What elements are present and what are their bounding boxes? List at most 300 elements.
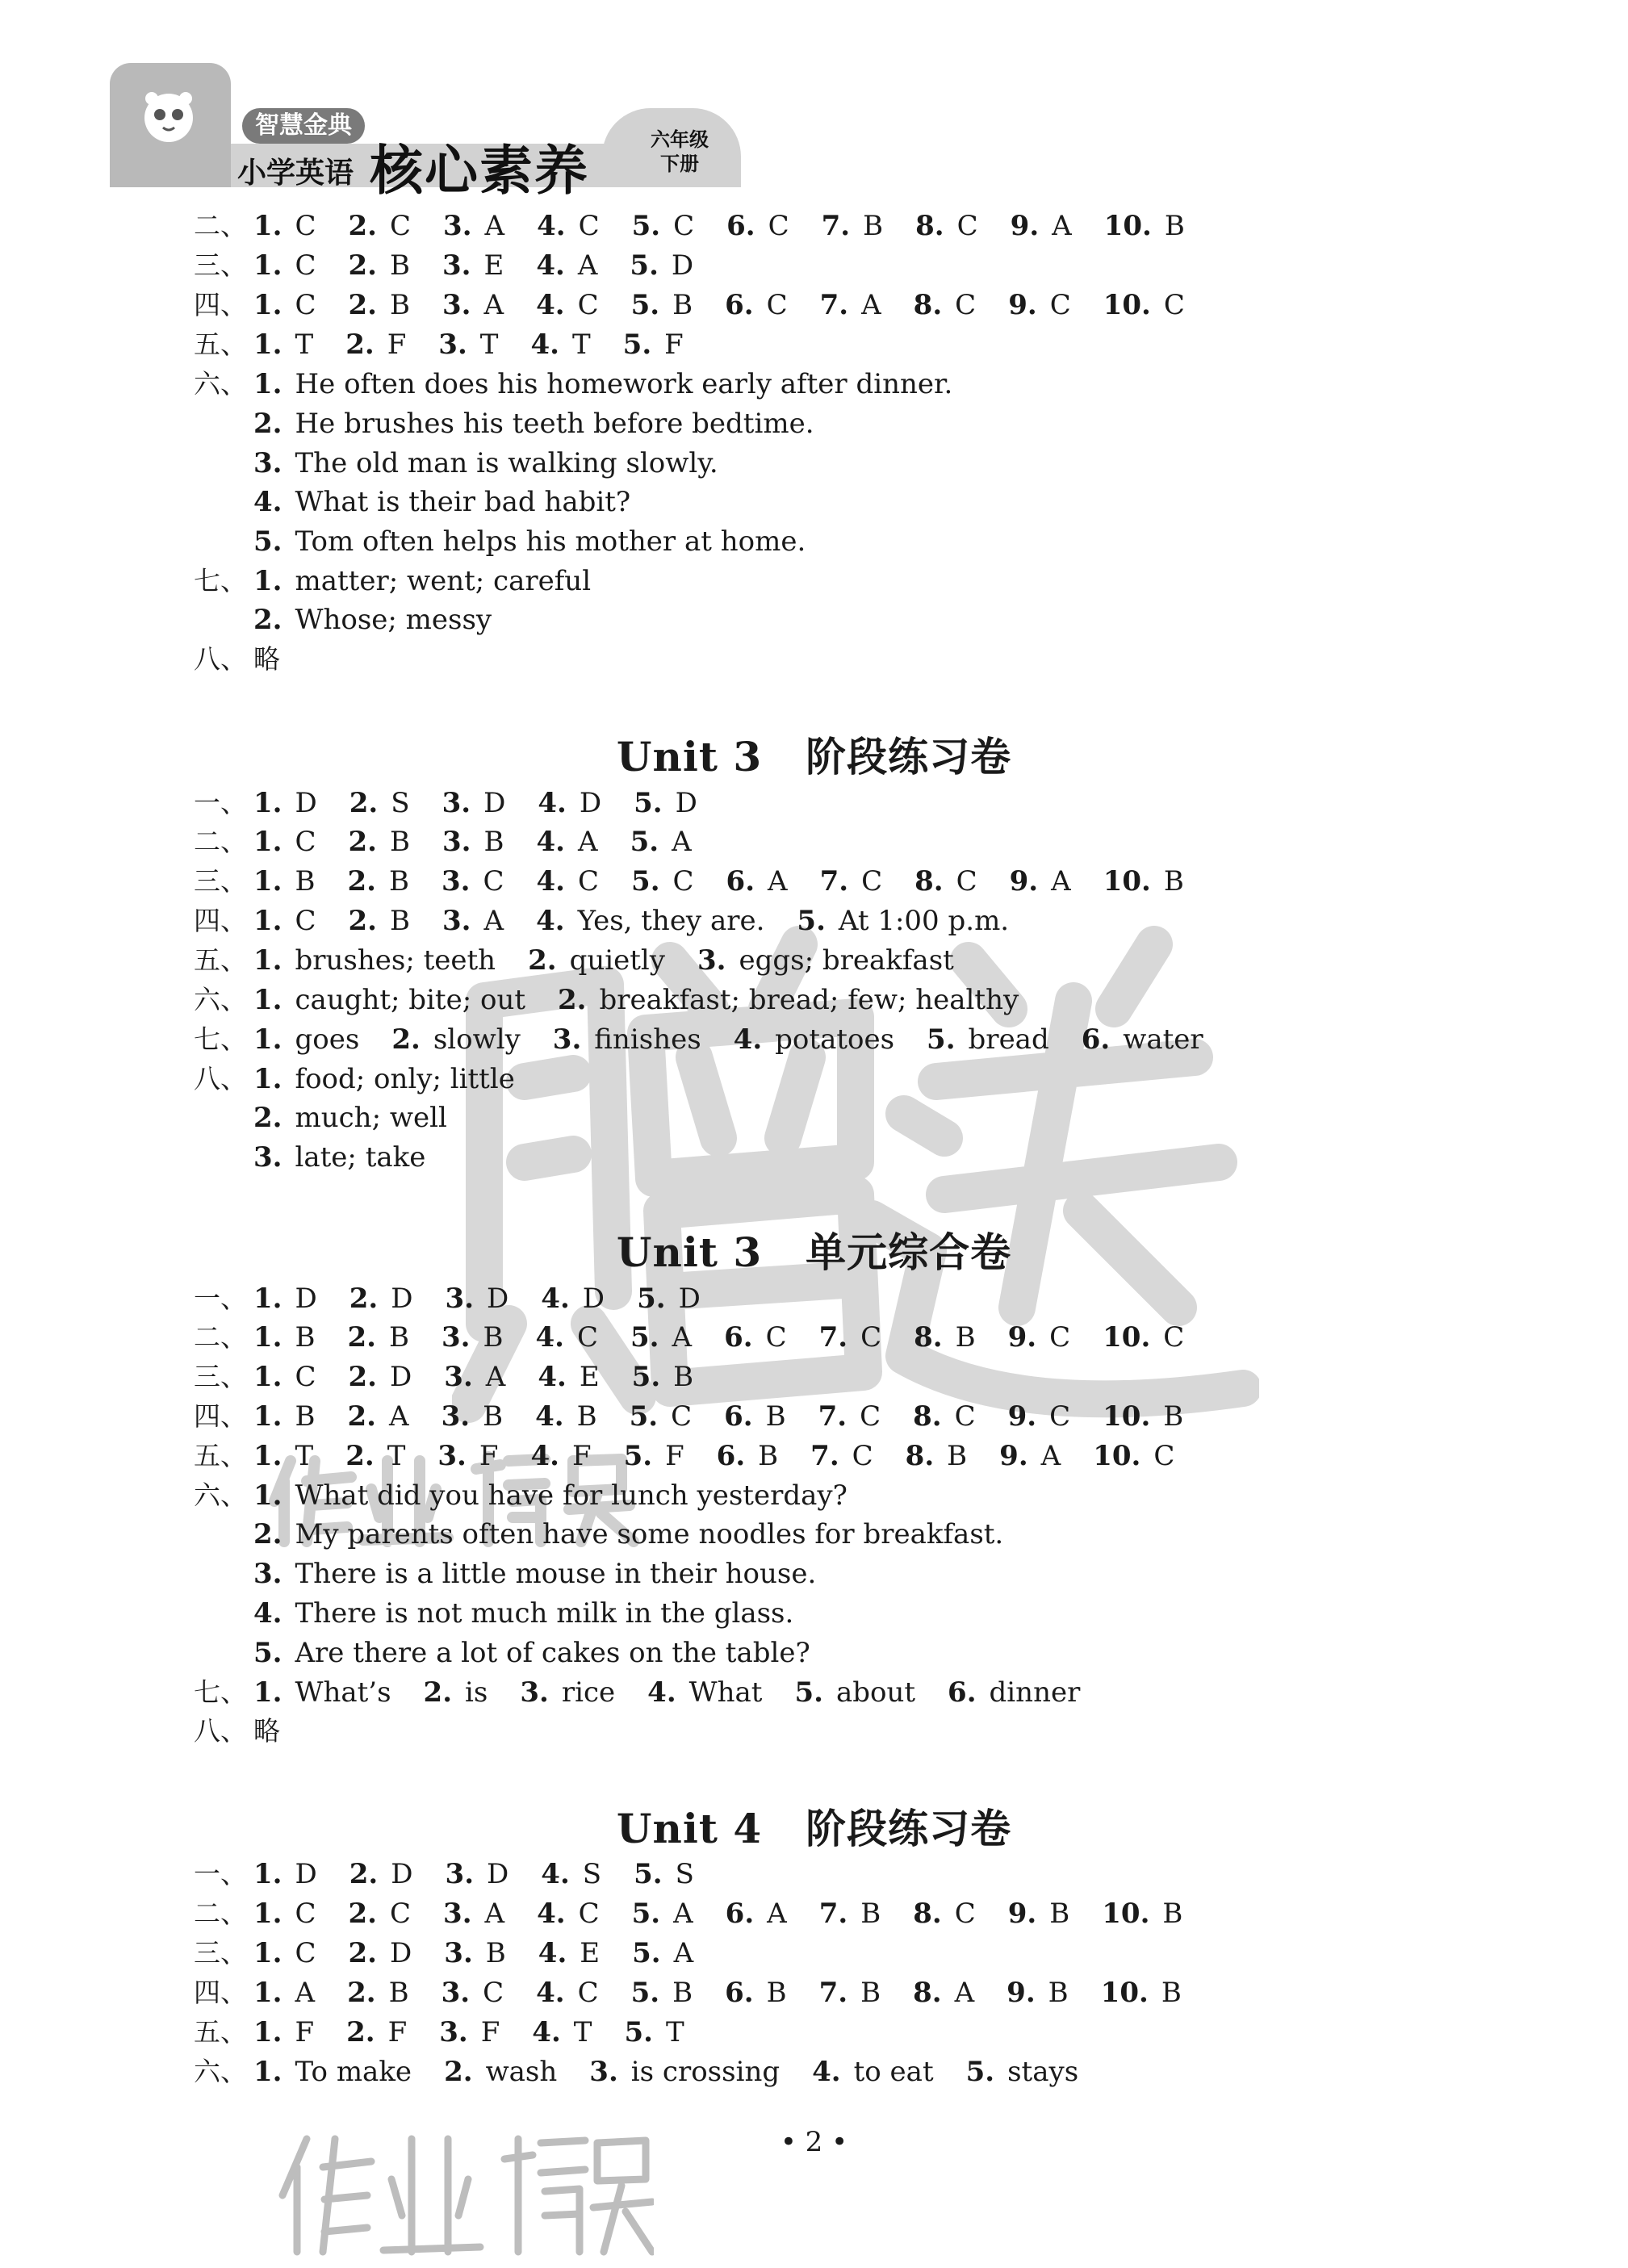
answer-value: B — [295, 865, 316, 898]
answer-item — [914, 286, 977, 324]
answer-body — [253, 2052, 1111, 2091]
answer-item — [253, 1358, 316, 1396]
answer-value: B — [1164, 210, 1185, 242]
section-title — [0, 1797, 1628, 1855]
question-number: 2. — [444, 2056, 473, 2088]
answer-value: What — [688, 1676, 763, 1709]
question-number: 4. — [530, 328, 559, 361]
question-number: 2. — [348, 1898, 378, 1930]
answer-value: C — [861, 865, 883, 898]
answer-value: C — [1049, 289, 1071, 321]
answer-item — [589, 2052, 780, 2091]
answer-value: B — [672, 1977, 693, 2009]
answer-item — [913, 1397, 976, 1436]
question-number: 8. — [914, 1321, 943, 1354]
answer-value: B — [860, 1977, 881, 2009]
question-number: 5. — [630, 1977, 660, 2009]
answer-item — [631, 1973, 693, 2012]
answer-item — [631, 862, 694, 901]
answer-body — [253, 822, 724, 861]
question-number: 8. — [913, 1898, 942, 1930]
question-number: 10. — [1100, 1977, 1149, 2009]
question-number: 4. — [532, 2016, 561, 2048]
answer-item — [915, 207, 978, 245]
question-number: 1. — [253, 1676, 282, 1709]
question-number: 4. — [536, 826, 566, 858]
question-number: 4. — [537, 210, 566, 242]
answer-value: B — [576, 1400, 597, 1433]
answer-item — [624, 2013, 684, 2052]
answer-value: B — [1161, 1977, 1182, 2009]
section-title — [0, 1220, 1628, 1278]
answer-value: F — [295, 2016, 315, 2048]
section-label: 三、 — [194, 865, 247, 897]
answer-value: T — [573, 2016, 592, 2048]
question-number: 9. — [1010, 210, 1040, 242]
answer-body — [253, 1934, 726, 1973]
answer-body — [253, 1476, 847, 1515]
question-number: 5. — [794, 1676, 823, 1709]
answer-value: caught; bite; out — [295, 984, 526, 1016]
answer-item — [1010, 862, 1071, 901]
answer-value: breakfast; bread; few; healthy — [599, 984, 1019, 1016]
question-number: 9. — [1007, 1321, 1037, 1354]
question-number: 1. — [253, 1440, 282, 1472]
answer-value: There is a little mouse in their house. — [295, 1558, 817, 1590]
answer-item — [536, 1318, 599, 1357]
section-label: 一、 — [194, 1858, 247, 1889]
question-number: 8. — [914, 865, 944, 898]
answer-value: B — [1163, 865, 1184, 898]
answer-item — [253, 981, 525, 1019]
answer-item — [797, 902, 1009, 940]
question-number: 5. — [624, 2016, 653, 2048]
answer-item — [348, 1318, 410, 1357]
answer-body — [253, 207, 1217, 245]
answer-value: T — [479, 328, 499, 361]
answer-item — [442, 1397, 504, 1436]
answer-value: D — [295, 787, 317, 819]
answer-value: C — [295, 1898, 316, 1930]
answer-body — [253, 1634, 810, 1672]
answer-item — [820, 286, 881, 324]
answer-item — [349, 1358, 412, 1396]
answer-item — [446, 1279, 509, 1318]
question-number: 5. — [631, 1361, 661, 1393]
question-number: 4. — [537, 1898, 566, 1930]
answer-item — [442, 1318, 504, 1357]
answer-item — [347, 1973, 409, 2012]
answer-item — [443, 207, 504, 245]
term-text: 下册 — [660, 153, 699, 175]
answer-item — [349, 1279, 413, 1318]
section-label: 三、 — [194, 1937, 247, 1969]
answer-value: A — [484, 1898, 505, 1930]
answer-value: C — [295, 210, 316, 242]
answer-value: A — [578, 826, 598, 858]
question-number: 10. — [1103, 289, 1151, 321]
answer-value: F — [387, 2016, 408, 2048]
answer-value: quietly — [569, 944, 665, 977]
question-number: 1. — [253, 865, 282, 898]
answer-item — [528, 941, 665, 980]
section-label: 二、 — [194, 1898, 247, 1929]
answer-item — [253, 207, 316, 245]
answer-item — [253, 1673, 391, 1712]
question-number: 2. — [348, 289, 378, 321]
answer-body — [253, 1515, 1003, 1554]
answer-value: What’s — [295, 1676, 391, 1709]
answer-value: C — [295, 826, 316, 858]
answer-body — [253, 1855, 726, 1893]
answer-value: He often does his homework early after dinner. — [295, 368, 953, 400]
question-number: 3. — [589, 2056, 618, 2088]
question-number: 4. — [536, 289, 565, 321]
answer-item — [253, 1437, 313, 1475]
question-number: 5. — [630, 1321, 659, 1354]
answer-item — [349, 1894, 412, 1933]
header-logo — [110, 63, 741, 202]
answer-item — [1102, 1894, 1182, 1933]
section-label: 一、 — [194, 1283, 247, 1314]
answer-body — [253, 2013, 717, 2052]
answer-body — [253, 444, 718, 483]
question-number: 2. — [349, 1283, 379, 1315]
question-number: 4. — [536, 249, 565, 282]
question-number: 1. — [253, 1898, 282, 1930]
answer-item — [818, 1397, 881, 1436]
answer-item — [349, 822, 411, 861]
answer-value: F — [664, 328, 684, 361]
section-label: 三、 — [194, 1361, 247, 1392]
section-label: 八、 — [194, 1063, 247, 1094]
question-number: 1. — [253, 1023, 282, 1056]
question-number: 2. — [346, 2016, 375, 2048]
question-number: 10. — [1093, 1440, 1141, 1472]
answer-value: C — [955, 289, 977, 321]
answer-value: A — [673, 1937, 694, 1969]
question-number: 4. — [733, 1023, 763, 1056]
answer-item — [541, 1855, 601, 1893]
answer-item — [634, 784, 697, 822]
section-label: 八、 — [194, 643, 247, 675]
answer-item — [632, 1894, 693, 1933]
answer-value: B — [390, 249, 411, 282]
answer-item — [553, 1020, 701, 1059]
answer-value: E — [580, 1937, 601, 1969]
question-number: 1. — [253, 1063, 282, 1095]
answer-value: D — [579, 787, 602, 819]
answer-value: A — [1051, 865, 1071, 898]
answer-value: B — [1048, 1977, 1069, 2009]
answer-value: B — [766, 1977, 787, 2009]
question-number: 5. — [637, 1283, 666, 1315]
answer-value: 略 — [253, 643, 280, 675]
answer-item — [822, 207, 884, 245]
question-number: 3. — [442, 787, 471, 819]
answer-item — [819, 1894, 881, 1933]
answer-value: C — [295, 1361, 316, 1393]
answer-value: B — [672, 289, 693, 321]
answer-value: B — [295, 1321, 316, 1354]
section-label: 四、 — [194, 1977, 247, 2008]
section-label: 五、 — [194, 1440, 247, 1471]
question-number: 2. — [347, 865, 376, 898]
section-label: 四、 — [194, 905, 247, 936]
answer-item — [726, 1894, 787, 1933]
answer-item — [1008, 1894, 1070, 1933]
section-label: 五、 — [194, 2016, 247, 2048]
answer-item — [446, 1855, 509, 1893]
question-number: 7. — [819, 865, 849, 898]
question-number: 9. — [999, 1440, 1028, 1472]
question-number: 5. — [634, 1858, 663, 1890]
section-label: 五、 — [194, 328, 247, 360]
question-number: 4. — [536, 1977, 565, 2009]
section-title — [0, 725, 1628, 783]
answer-item — [253, 1318, 316, 1357]
question-number: 2. — [347, 1321, 376, 1354]
answer-value: much; well — [295, 1102, 447, 1134]
subject-label: 小学英语 — [237, 157, 354, 190]
answer-item — [349, 246, 411, 285]
answer-value: T — [571, 328, 591, 361]
question-number: 2. — [347, 1400, 376, 1433]
question-number: 7. — [810, 1440, 839, 1472]
question-number: 2. — [253, 1518, 282, 1550]
question-number: 6. — [726, 865, 755, 898]
question-number: 1. — [253, 289, 282, 321]
answer-item — [442, 1973, 504, 2012]
answer-item — [541, 1279, 605, 1318]
question-number: 3. — [442, 826, 471, 858]
question-number: 4. — [535, 1321, 564, 1354]
answer-body — [253, 862, 1216, 901]
mascot-face-icon — [140, 87, 197, 144]
answer-value: C — [673, 210, 695, 242]
answer-item — [537, 207, 600, 245]
question-number: 2. — [253, 408, 282, 440]
answer-value: B — [1163, 1400, 1184, 1433]
answer-item — [820, 862, 883, 901]
answer-item — [537, 862, 600, 901]
answer-value: C — [578, 1898, 600, 1930]
answer-value: about — [835, 1676, 916, 1709]
answer-value: F — [665, 1440, 684, 1472]
answer-value: C — [295, 1937, 316, 1969]
answer-item — [734, 1020, 894, 1059]
question-number: 1. — [253, 1361, 282, 1393]
answer-item — [253, 1020, 359, 1059]
question-number: 3. — [253, 1141, 282, 1174]
question-number: 1. — [253, 905, 282, 937]
answer-item — [535, 1397, 597, 1436]
question-number: 3. — [552, 1023, 582, 1056]
answer-item — [253, 822, 316, 861]
question-number: 10. — [1103, 1400, 1151, 1433]
answer-value: matter; went; careful — [295, 565, 592, 597]
answer-item — [439, 2013, 500, 2052]
answer-item — [1008, 286, 1071, 324]
answer-body — [253, 1437, 1207, 1475]
answer-item — [253, 2052, 412, 2091]
question-number: 5. — [623, 1440, 653, 1472]
answer-value: A — [672, 826, 692, 858]
answer-value: C — [956, 210, 978, 242]
section-label: 七、 — [194, 565, 247, 596]
question-number: 5. — [630, 289, 660, 321]
question-number: 2. — [348, 210, 378, 242]
answer-value: B — [390, 826, 411, 858]
answer-value: F — [480, 2016, 500, 2048]
answer-item — [819, 1973, 881, 2012]
answer-item — [927, 1020, 1049, 1059]
answer-item — [726, 862, 788, 901]
section-unit: Unit 3 — [616, 733, 763, 780]
answer-item — [437, 1437, 498, 1475]
section-unit: Unit 3 — [616, 1228, 763, 1276]
answer-value: is — [465, 1676, 488, 1709]
section-unit: Unit 4 — [616, 1805, 763, 1852]
answer-value: C — [954, 1400, 976, 1433]
answer-item — [1007, 1973, 1069, 2012]
answer-item — [442, 902, 504, 940]
question-number: 4. — [647, 1676, 676, 1709]
answer-item — [913, 1973, 974, 2012]
answer-value: C — [860, 1321, 882, 1354]
question-number: 3. — [253, 1558, 282, 1590]
question-number: 3. — [445, 1283, 475, 1315]
grade-label — [639, 128, 720, 176]
answer-item — [1011, 207, 1072, 245]
question-number: 6. — [1081, 1023, 1111, 1056]
answer-value: At 1:00 p.m. — [838, 905, 1010, 937]
section-label: 六、 — [194, 368, 247, 400]
answer-item — [349, 902, 411, 940]
answer-value: B — [389, 1321, 409, 1354]
answer-value: A — [483, 289, 504, 321]
answer-value: A — [483, 905, 504, 937]
question-number: 3. — [444, 1361, 473, 1393]
question-number: 5. — [927, 1023, 956, 1056]
answer-value: B — [485, 1937, 506, 1969]
answer-item — [538, 784, 601, 822]
answer-item — [906, 1437, 968, 1475]
section-label: 六、 — [194, 984, 247, 1015]
question-number: 5. — [631, 210, 661, 242]
answer-item — [1103, 286, 1185, 324]
answer-body — [253, 1098, 447, 1137]
answer-item — [647, 1673, 762, 1712]
question-number: 7. — [818, 1321, 848, 1354]
question-number: 5. — [965, 2056, 995, 2088]
section-label: 七、 — [194, 1023, 247, 1055]
answer-body — [253, 1555, 816, 1593]
answer-item — [444, 2052, 557, 2091]
question-number: 6. — [725, 1898, 755, 1930]
question-number: 1. — [253, 368, 282, 400]
answer-item — [253, 325, 313, 364]
answer-item — [812, 2052, 934, 2091]
answer-item — [345, 325, 406, 364]
question-number: 4. — [538, 1937, 567, 1969]
answer-item — [349, 286, 411, 324]
question-number: 1. — [253, 1283, 282, 1315]
answer-item — [1101, 1973, 1182, 2012]
answer-item — [536, 286, 599, 324]
answer-item — [630, 246, 693, 285]
answer-item — [717, 1437, 779, 1475]
answer-item — [530, 325, 590, 364]
question-number: 5. — [797, 905, 826, 937]
answer-item — [634, 1855, 694, 1893]
answer-value: The old man is walking slowly. — [295, 447, 718, 479]
answer-value: bread — [968, 1023, 1049, 1056]
answer-value: B — [388, 1977, 409, 2009]
question-number: 9. — [1007, 1898, 1037, 1930]
question-number: 5. — [634, 787, 663, 819]
section-label: 六、 — [194, 1479, 247, 1511]
answer-value: D — [483, 787, 506, 819]
question-number: 9. — [1007, 1977, 1036, 2009]
section-label: 六、 — [194, 2056, 247, 2087]
answer-item — [253, 862, 316, 901]
answer-value: A — [1052, 210, 1072, 242]
answer-item — [1103, 1397, 1183, 1436]
answer-item — [630, 1318, 692, 1357]
question-number: 8. — [913, 1977, 942, 2009]
question-number: 9. — [1008, 289, 1037, 321]
question-number: 6. — [724, 1400, 753, 1433]
answer-value: C — [577, 1977, 599, 2009]
answer-value: stays — [1007, 2056, 1079, 2088]
series-badge: 智慧金典 — [242, 108, 365, 144]
question-number: 2. — [345, 328, 375, 361]
question-number: 5. — [253, 525, 282, 558]
answer-item — [253, 1397, 316, 1436]
answer-value: D — [675, 787, 697, 819]
answer-value: D — [295, 1858, 317, 1890]
question-number: 6. — [725, 1977, 754, 2009]
answer-body — [253, 1673, 1112, 1712]
answer-value: T — [665, 2016, 684, 2048]
answer-item — [536, 1973, 599, 2012]
answer-body — [253, 404, 814, 443]
answer-body — [253, 1397, 1216, 1436]
answer-value: C — [390, 1898, 412, 1930]
answer-item — [724, 1397, 786, 1436]
answer-value: B — [765, 1400, 786, 1433]
answer-item — [442, 784, 506, 822]
answer-value: potatoes — [775, 1023, 895, 1056]
answer-value: B — [758, 1440, 779, 1472]
answer-value: A — [484, 210, 505, 242]
section-label: 二、 — [194, 210, 247, 241]
question-number: 6. — [726, 210, 755, 242]
question-number: 3. — [253, 447, 282, 479]
answer-value: C — [1163, 1321, 1185, 1354]
question-number: 7. — [819, 289, 849, 321]
answer-item — [443, 1894, 504, 1933]
answer-item — [1082, 1020, 1203, 1059]
answer-value: A — [485, 1361, 506, 1393]
question-number: 1. — [253, 1321, 282, 1354]
answer-body — [253, 1712, 280, 1751]
answer-value: to eat — [853, 2056, 934, 2088]
answer-item — [999, 1437, 1061, 1475]
answer-value: C — [765, 1321, 787, 1354]
page-number: • 2 • — [780, 2126, 848, 2158]
